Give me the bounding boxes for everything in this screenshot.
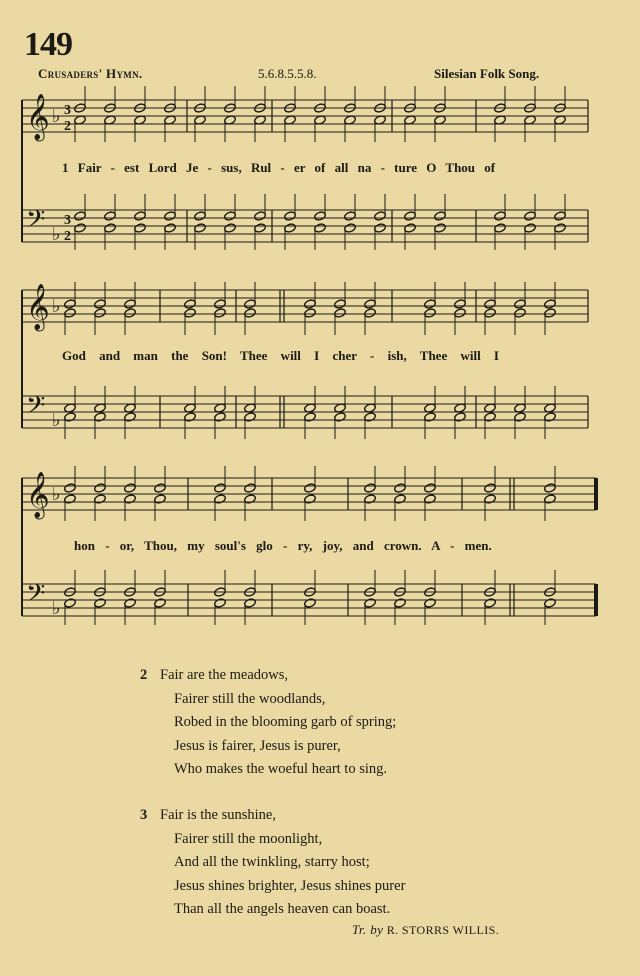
note-head <box>514 299 527 310</box>
tune-name: Crusaders' Hymn. <box>38 66 143 81</box>
note-head <box>194 211 207 222</box>
time-signature: 2 <box>64 119 71 134</box>
note-head <box>124 308 137 319</box>
note-head <box>454 299 467 310</box>
note-head <box>404 223 417 234</box>
note-head <box>364 494 377 505</box>
note-head <box>374 211 387 222</box>
verse-line: Who makes the woeful heart to sing. <box>174 761 388 777</box>
note-head <box>304 299 317 310</box>
verse-line: Jesus shines brighter, Jesus shines purer <box>174 877 406 894</box>
note-head <box>244 412 257 423</box>
note-head <box>394 598 407 609</box>
lyrics-line-1: 1 Fair - est Lord Je - sus, Rul - er of all na - ture O Thou of <box>62 160 496 175</box>
note-head <box>104 211 117 222</box>
note-head <box>334 299 347 310</box>
note-head <box>554 211 567 222</box>
note-head <box>484 483 497 494</box>
note-head <box>334 308 347 319</box>
verse-line: Fairer still the woodlands, <box>174 690 326 707</box>
verse-line: Jesus is fairer, Jesus is purer, <box>174 737 341 754</box>
treble-clef: 𝄞 <box>26 284 50 330</box>
lyrics-line-3: hon - or, Thou, my soul's glo - ry, joy, and crown. A - men. <box>74 538 492 553</box>
note-head <box>424 598 437 609</box>
verse-line: Fairer still the moonlight, <box>174 830 323 847</box>
note-head <box>424 494 437 505</box>
key-signature-flat: ♭ <box>52 224 61 245</box>
credit-prefix: Tr. by <box>352 922 384 937</box>
note-head <box>484 598 497 609</box>
note-head <box>424 308 437 319</box>
note-head <box>454 308 467 319</box>
note-head <box>394 483 407 494</box>
note-head <box>514 308 527 319</box>
note-head <box>164 223 177 234</box>
note-head <box>94 299 107 310</box>
note-head <box>64 483 77 494</box>
note-head <box>494 223 507 234</box>
key-signature-flat: ♭ <box>52 106 61 127</box>
note-head <box>74 223 87 234</box>
note-head <box>184 308 197 319</box>
note-head <box>544 483 557 494</box>
note-head <box>64 494 77 505</box>
note-head <box>544 598 557 609</box>
note-head <box>284 211 297 222</box>
note-head <box>334 412 347 423</box>
note-head <box>514 412 527 423</box>
key-signature-flat: ♭ <box>52 484 61 505</box>
note-head <box>134 223 147 234</box>
verse-line: Robed in the blooming garb of spring; <box>174 714 397 730</box>
note-head <box>544 412 557 423</box>
note-head <box>524 223 537 234</box>
treble-clef: 𝄞 <box>26 94 50 140</box>
note-head <box>494 211 507 222</box>
note-head <box>554 223 567 234</box>
verse-number: 3 <box>140 807 148 823</box>
verse-line: Fair is the sunshine, <box>160 807 276 823</box>
note-head <box>254 223 267 234</box>
note-head <box>364 299 377 310</box>
note-head <box>244 494 257 505</box>
note-head <box>214 412 227 423</box>
note-head <box>64 308 77 319</box>
key-signature-flat: ♭ <box>52 410 61 431</box>
time-signature: 2 <box>64 229 71 244</box>
note-head <box>214 494 227 505</box>
note-head <box>284 223 297 234</box>
note-head <box>134 211 147 222</box>
note-head <box>94 308 107 319</box>
note-head <box>124 483 137 494</box>
verse-2 <box>140 664 397 782</box>
key-signature-flat: ♭ <box>52 296 61 317</box>
note-head <box>224 211 237 222</box>
translation-credit <box>352 922 499 938</box>
note-head <box>314 211 327 222</box>
note-head <box>94 598 107 609</box>
note-head <box>64 598 77 609</box>
note-head <box>434 223 447 234</box>
note-head <box>484 299 497 310</box>
note-head <box>304 412 317 423</box>
note-head <box>244 299 257 310</box>
note-head <box>94 494 107 505</box>
verse-line: Than all the angels heaven can boast. <box>174 901 391 917</box>
credit-translator: R. STORRS WILLIS. <box>386 923 500 937</box>
bass-clef: 𝄢 <box>26 579 46 614</box>
note-head <box>364 412 377 423</box>
note-head <box>544 308 557 319</box>
note-head <box>484 494 497 505</box>
note-head <box>164 211 177 222</box>
note-head <box>64 299 77 310</box>
treble-clef: 𝄞 <box>26 472 50 518</box>
note-head <box>424 299 437 310</box>
note-head <box>374 223 387 234</box>
note-head <box>214 308 227 319</box>
note-head <box>184 299 197 310</box>
note-head <box>184 412 197 423</box>
verse-line: Fair are the meadows, <box>160 667 289 683</box>
note-head <box>434 211 447 222</box>
note-head <box>304 598 317 609</box>
note-head <box>394 494 407 505</box>
note-head <box>484 412 497 423</box>
time-signature: 3 <box>64 103 71 118</box>
note-head <box>344 211 357 222</box>
note-head <box>244 483 257 494</box>
verse-number: 2 <box>140 667 148 683</box>
note-head <box>364 483 377 494</box>
note-head <box>454 412 467 423</box>
note-head <box>154 483 167 494</box>
note-head <box>104 223 117 234</box>
note-head <box>214 483 227 494</box>
note-head <box>364 308 377 319</box>
lyrics-line-2: God and man the Son! Thee will I cher - ish, Thee will I <box>62 348 499 363</box>
note-head <box>244 308 257 319</box>
verse-line: And all the twinkling, starry host; <box>174 854 370 870</box>
note-head <box>484 308 497 319</box>
note-head <box>304 494 317 505</box>
note-head <box>124 598 137 609</box>
note-head <box>154 598 167 609</box>
note-head <box>244 598 257 609</box>
note-head <box>344 223 357 234</box>
verse-3 <box>140 804 406 922</box>
note-head <box>214 598 227 609</box>
note-head <box>424 483 437 494</box>
note-head <box>214 299 227 310</box>
note-head <box>544 494 557 505</box>
note-head <box>404 211 417 222</box>
hymn-number: 149 <box>24 26 72 63</box>
note-head <box>304 483 317 494</box>
note-head <box>314 223 327 234</box>
note-head <box>224 223 237 234</box>
note-head <box>194 223 207 234</box>
note-head <box>94 483 107 494</box>
key-signature-flat: ♭ <box>52 598 61 619</box>
tune-source: Silesian Folk Song. <box>434 66 540 81</box>
time-signature: 3 <box>64 213 71 228</box>
note-head <box>364 598 377 609</box>
note-head <box>304 308 317 319</box>
note-head <box>524 211 537 222</box>
note-head <box>124 412 137 423</box>
note-head <box>154 494 167 505</box>
note-head <box>424 412 437 423</box>
note-head <box>124 299 137 310</box>
note-head <box>254 211 267 222</box>
note-head <box>544 299 557 310</box>
note-head <box>64 412 77 423</box>
note-head <box>94 412 107 423</box>
bass-clef: 𝄢 <box>26 205 46 240</box>
meter: 5.6.8.5.5.8. <box>258 66 317 81</box>
note-head <box>124 494 137 505</box>
note-head <box>74 211 87 222</box>
bass-clef: 𝄢 <box>26 391 46 426</box>
